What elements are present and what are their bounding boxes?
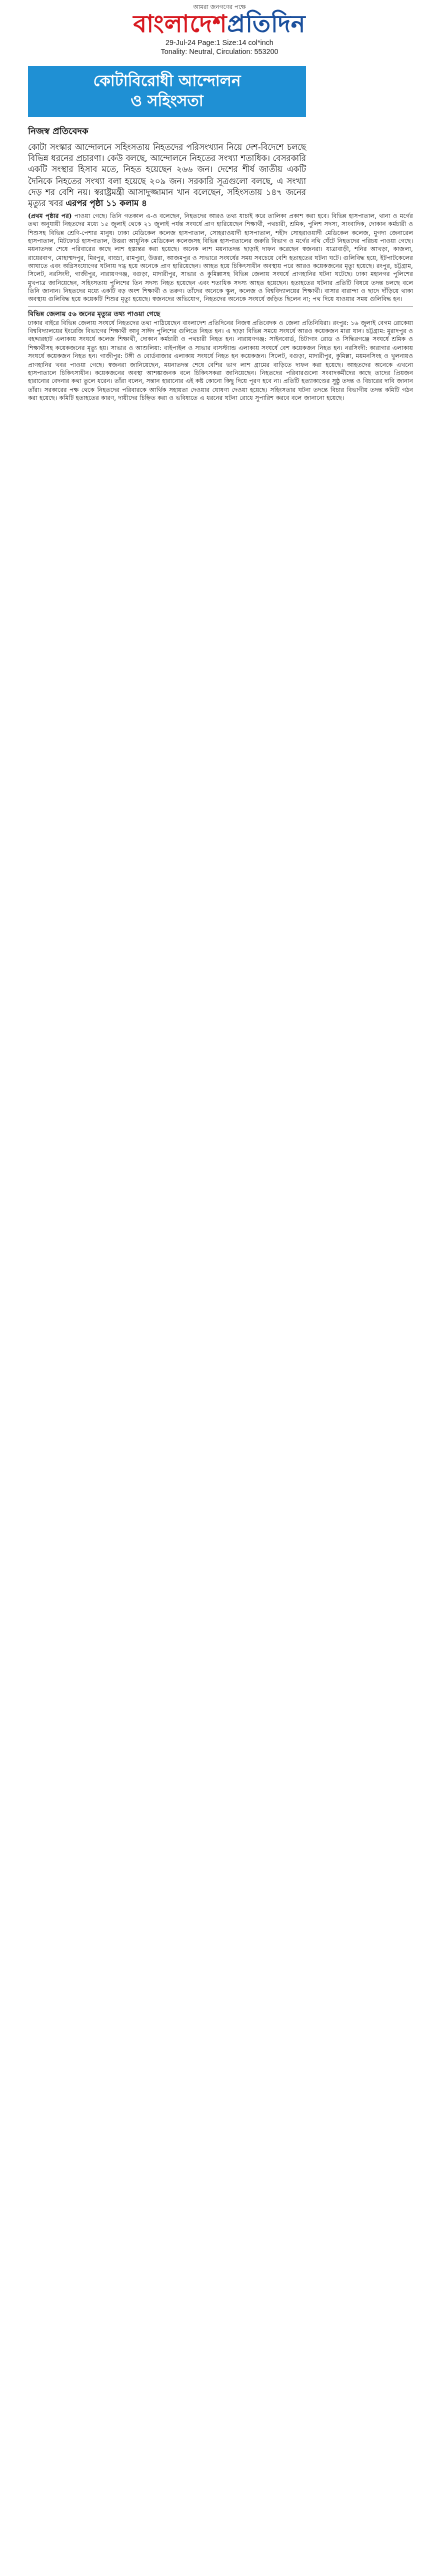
continued-note: এরপর পৃষ্ঠা ১১ কলাম ৪	[65, 198, 147, 209]
jump-header: (প্রথম পৃষ্ঠার পর)	[28, 213, 72, 220]
front-page-article	[28, 66, 306, 209]
clipping-date-page-size: 29-Jul-24 Page:1 Size:14 col*inch	[165, 38, 274, 47]
logo-part-bangladesh: বাংলাদেশ	[133, 9, 228, 38]
headline-line-2: ও সহিংসতা	[130, 92, 204, 110]
headline-box	[28, 66, 306, 117]
continuation-paragraph-2	[28, 320, 413, 403]
lead-text: কোটা সংস্কার আন্দোলনে সহিংসতায় নিহতদের পরিসংখ্যান নিয়ে দেশ-বিদেশে চলছে বিভিন্ন ধরনের প্রচারণা। কেউ বলছে, আন্দোলনে নিহতের সংখ্যা শতাধিক। বেসরকারি একটি সংস্থার হিসাব মতে, নিহত হয়েছেন ২৬৬ জন। দেশের শীর্ষ জাতীয় একটি দৈনিকে নিহতের সংখ্যা বলা হয়েছে ২০৯ জন। সরকারি সূত্রগুলো বলছে, এ সংখ্যা দেড় শর বেশি নয়। স্বরাষ্ট্রমন্ত্রী আসাদুজ্জামান খান বলেছেন, সহিংসতায় ১৪৭ জনের মৃত্যুর খবর	[28, 142, 306, 209]
continuation-body-2: ঢাকার বাইরে বিভিন্ন জেলায় সংঘর্ষে নিহতদের তথ্য পাঠিয়েছেন বাংলাদেশ প্রতিদিনের নিজস্ব প্রতিবেদক ও জেলা প্রতিনিধিরা। রংপুর: ১৬ জুলাই বেগম রোকেয়া বিশ্ববিদ্যালয়ের ইংরেজি বিভাগের শিক্ষার্থী আবু সাঈদ পুলিশের গুলিতে নিহত হন। এ ছাড়া বিভিন্ন সময়ে সংঘর্ষে আরও কয়েকজন মারা যান। চট্টগ্রাম: মুরাদপুর ও বহদ্দারহাট এলাকায় সংঘর্ষে কলেজ শিক্ষার্থী, দোকান কর্মচারী ও পথচারী নিহত হন। নারায়ণগঞ্জ: সাইনবোর্ড, চিটাগাং রোড ও সিদ্ধিরগঞ্জে সংঘর্ষে শ্রমিক ও শিক্ষার্থীসহ কয়েকজনের মৃত্যু হয়। সাভার ও আশুলিয়া: বাইপাইল ও সাভার বাসস্ট্যান্ড এলাকায় সংঘর্ষে বেশ কয়েকজন নিহত হন। নরসিংদী: কারাগার এলাকায় সংঘর্ষে কয়েকজন নিহত হন। গাজীপুর: টঙ্গী ও বোর্ডবাজার এলাকায় সংঘর্ষে নিহত হন কয়েকজন। সিলেট, বগুড়া, মাদারীপুর, কুমিল্লা, ময়মনসিংহ ও খুলনায়ও প্রাণহানির খবর পাওয়া গেছে। স্বজনরা জানিয়েছেন, ময়নাতদন্ত শেষে বেশির ভাগ লাশ গ্রামের বাড়িতে দাফন করা হয়েছে। আহতদের অনেকে এখনো হাসপাতালে চিকিৎসাধীন। কয়েকজনের অবস্থা আশঙ্কাজনক বলে চিকিৎসকরা জানিয়েছেন। নিহতদের পরিবারগুলো সংবাদকর্মীদের কাছে তাদের প্রিয়জন হারানোর বেদনার কথা তুলে ধরেন। তাঁরা বলেন, সন্তান হারানোর এই কষ্ট কোনো কিছু দিয়ে পূরণ হবে না। প্রতিটি হত্যাকাণ্ডের সুষ্ঠু তদন্ত ও বিচারের দাবি জানান তাঁরা। সরকারের পক্ষ থেকে নিহতদের পরিবারকে আর্থিক সহায়তা দেওয়ার ঘোষণা দেওয়া হয়েছে। সহিংসতার ঘটনা তদন্তে বিচার বিভাগীয় তদন্ত কমিটি গঠন করা হয়েছে। কমিটি হতাহতের কারণ, দায়ীদের চিহ্নিত করা ও ভবিষ্যতে এ ধরনের ঘটনা রোধে সুপারিশ করবে বলে জানানো হয়েছে।	[28, 319, 413, 402]
continuation-paragraph-1	[28, 213, 413, 305]
continuation-body-1: পাওয়া গেছে। তিনি গতকাল এ-ও বলেছেন, নিহতদের আরও তথ্য যাচাই করে তালিকা প্রকাশ করা হবে। বিভিন্ন হাসপাতাল, থানা ও মর্গের তথ্য অনুযায়ী নিহতদের মধ্যে ১৫ জুলাই থেকে ২১ জুলাই পর্যন্ত সংঘর্ষে প্রাণ হারিয়েছেন শিক্ষার্থী, পথচারী, শ্রমিক, পুলিশ সদস্য, সাংবাদিক, দোকান কর্মচারী ও শিশুসহ বিভিন্ন শ্রেণি-পেশার মানুষ। ঢাকা মেডিকেল কলেজ হাসপাতাল, সোহরাওয়ার্দী হাসপাতাল, শহীদ সোহরাওয়ার্দী মেডিকেল কলেজ, মুগদা জেনারেল হাসপাতাল, মিটফোর্ড হাসপাতাল, উত্তরা আধুনিক মেডিকেল কলেজসহ বিভিন্ন হাসপাতালের জরুরি বিভাগ ও মর্গের নথি ঘেঁটে নিহতদের পরিচয় পাওয়া গেছে। ময়নাতদন্ত শেষে পরিবারের কাছে লাশ হস্তান্তর করা হয়েছে। অনেক লাশ ময়নাতদন্ত ছাড়াই দাফন করেছেন স্বজনরা। যাত্রাবাড়ী, শনির আখড়া, কাজলা, রায়েরবাগ, মোহাম্মদপুর, মিরপুর, বাড্ডা, রামপুরা, উত্তরা, আজমপুর ও সাভারে সংঘর্ষের সময় সবচেয়ে বেশি হতাহতের ঘটনা ঘটে। গুলিবিদ্ধ হয়ে, ইটপাটকেলের আঘাতে এবং অগ্নিসংযোগের ঘটনায় দগ্ধ হয়ে অনেকে প্রাণ হারিয়েছেন। আহত হয়ে চিকিৎসাধীন অবস্থায় পরে আরও কয়েকজনের মৃত্যু হয়েছে। রংপুর, চট্টগ্রাম, সিলেট, নরসিংদী, গাজীপুর, নারায়ণগঞ্জ, বগুড়া, মাদারীপুর, সাভার ও কুমিল্লাসহ বিভিন্ন জেলায় সংঘর্ষে প্রাণহানির ঘটনা ঘটেছে। ঢাকা মহানগর পুলিশের মুখপাত্র জানিয়েছেন, সহিংসতায় পুলিশের তিন সদস্য নিহত হয়েছেন এবং শতাধিক সদস্য আহত হয়েছেন। হতাহতের ঘটনার প্রতিটি বিষয়ে তদন্ত চলছে বলে তিনি জানান। নিহতদের মধ্যে একটি বড় অংশ শিক্ষার্থী ও তরুণ। তাঁদের অনেকে স্কুল, কলেজ ও বিশ্ববিদ্যালয়ের শিক্ষার্থী। বাসার বারান্দা ও ছাদে দাঁড়িয়ে থাকা অবস্থায় গুলিবিদ্ধ হয়ে কয়েকটি শিশুর মৃত্যু হয়েছে। স্বজনদের অভিযোগ, নিহতদের অনেকে সংঘর্ষে জড়িত ছিলেন না; পথ দিয়ে যাওয়ার সময় গুলিবিদ্ধ হন।	[28, 213, 413, 304]
lead-paragraph	[28, 142, 306, 209]
masthead	[0, 0, 439, 38]
headline-line-1: কোটাবিরোধী আন্দোলন	[93, 72, 241, 90]
section-divider	[28, 306, 413, 307]
section-subhead: বিভিন্ন জেলায় ৫৬ জনের মৃত্যুর তথ্য পাওয়া গেছে	[28, 309, 161, 318]
newspaper-logo	[0, 11, 439, 37]
masthead-tagline: আমরা জনগণের পক্ষে	[193, 4, 246, 11]
clipping-meta	[0, 38, 439, 56]
continuation-article	[28, 213, 413, 403]
byline: নিজস্ব প্রতিবেদক	[28, 127, 89, 137]
clipping-tonality-circulation: Tonality: Neutral, Circulation: 553200	[160, 47, 279, 56]
logo-part-protidin: প্রতিদিন	[227, 9, 306, 38]
